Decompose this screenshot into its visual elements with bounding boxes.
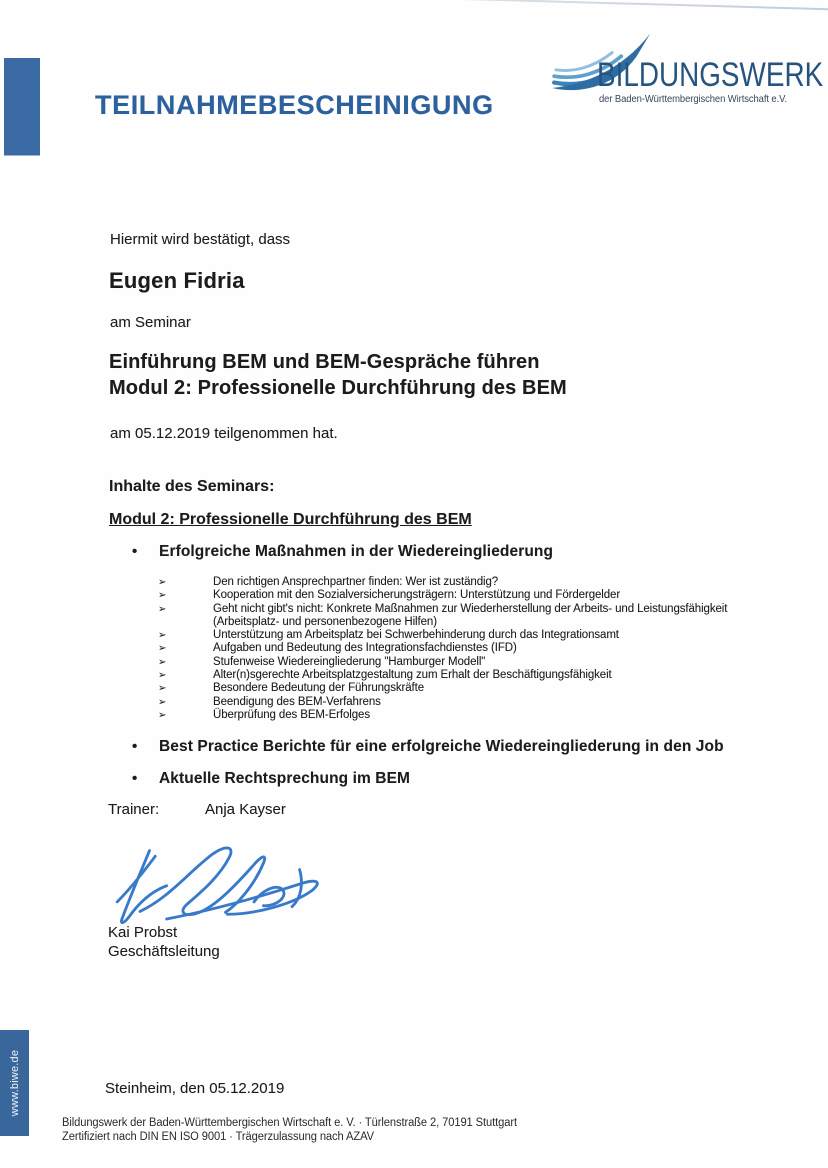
arrow-bullet-icon: ➢	[158, 643, 167, 655]
footer-line-1: Bildungswerk der Baden-Württembergischen Wirtschaft e. V. · Türlenstraße 2, 70191 Stuttgart	[62, 1117, 517, 1129]
subtopic-row	[158, 709, 786, 722]
arrow-bullet-icon: ➢	[158, 696, 167, 708]
footer-line-2: Zertifiziert nach DIN EN ISO 9001 · Trägerzulassung nach AZAV	[62, 1130, 374, 1143]
scan-artifact-line	[452, 0, 828, 10]
module-heading: Modul 2: Professionelle Durchführung des BEM	[109, 511, 472, 528]
arrow-bullet-icon: ➢	[158, 630, 167, 642]
subtopic-text: Geht nicht gibt's nicht: Konkrete Maßnahmen zur Wiederherstellung der Arbeits- und Leistungsfähigkeit (Arbeitsplatz- und personenbezogene Hilfen)	[213, 602, 728, 628]
seminar-label: am Seminar	[110, 314, 191, 331]
arrow-bullet-icon: ➢	[158, 683, 167, 695]
subtopic-text: Überprüfung des BEM-Erfolges	[213, 708, 370, 721]
subtopic-text: Alter(n)sgerechte Arbeitsplatzgestaltung zum Erhalt der Beschäftigungsfähigkeit	[213, 669, 612, 682]
certificate-title: TEILNAHMEBESCHEINIGUNG	[95, 90, 494, 120]
subtopic-row	[158, 682, 786, 695]
logo-subtitle: der Baden-Württembergischen Wirtschaft e.V.	[599, 93, 788, 105]
intro-text: Hiermit wird bestätigt, dass	[110, 231, 291, 248]
subtopic-row	[158, 603, 786, 630]
footer	[62, 1117, 517, 1144]
subtopic-text: Beendigung des BEM-Verfahrens	[213, 695, 381, 708]
subtopic-row	[158, 656, 786, 669]
place-date: Steinheim, den 05.12.2019	[105, 1080, 285, 1097]
topic-text: Erfolgreiche Maßnahmen in der Wiedereingliederung	[159, 543, 554, 560]
subtopic-text: Den richtigen Ansprechpartner finden: Wer ist zuständig?	[213, 576, 499, 588]
bullet-icon: •	[132, 770, 138, 787]
subtopic-row	[158, 669, 786, 682]
arrow-bullet-icon: ➢	[158, 670, 167, 682]
subtopic-row	[158, 642, 786, 655]
trainer-label: Trainer:	[108, 801, 160, 818]
topic-item-3	[132, 770, 410, 788]
website-bar	[0, 1030, 29, 1136]
accent-bar-top-left	[4, 58, 40, 155]
topic-item-2	[132, 738, 724, 756]
attendance-text: am 05.12.2019 teilgenommen hat.	[110, 425, 338, 442]
signer-role: Geschäftsleitung	[108, 942, 220, 960]
arrow-bullet-icon: ➢	[158, 577, 167, 588]
logo-name: BILDUNGSWERK	[597, 56, 824, 94]
subtopic-row	[158, 629, 786, 642]
seminar-title-line2: Modul 2: Professionelle Durchführung des BEM	[109, 377, 567, 399]
arrow-bullet-icon: ➢	[158, 590, 167, 602]
subtopic-row	[158, 589, 786, 602]
website-vertical-text: www.biwe.de	[8, 1049, 21, 1117]
bullet-icon: •	[132, 543, 138, 560]
arrow-bullet-icon: ➢	[158, 603, 167, 615]
subtopic-text: Stufenweise Wiedereingliederung "Hamburger Modell"	[213, 655, 486, 668]
signer-name: Kai Probst	[108, 924, 178, 941]
trainer-name: Anja Kayser	[205, 801, 286, 818]
subtopics-list	[158, 576, 786, 722]
contents-heading: Inhalte des Seminars:	[109, 478, 275, 495]
subtopic-text: Unterstützung am Arbeitsplatz bei Schwerbehinderung durch das Integrationsamt	[213, 629, 619, 642]
signer-block	[108, 924, 220, 961]
topic-text: Aktuelle Rechtsprechung im BEM	[159, 770, 411, 787]
arrow-bullet-icon: ➢	[158, 656, 167, 668]
topic-item-1	[132, 543, 553, 561]
bildungswerk-logo	[545, 26, 824, 112]
participant-name: Eugen Fidria	[109, 268, 245, 293]
subtopic-text: Besondere Bedeutung der Führungskräfte	[213, 682, 425, 695]
subtopic-text: Aufgaben und Bedeutung des Integrationsfachdienstes (IFD)	[213, 642, 517, 655]
arrow-bullet-icon: ➢	[158, 709, 167, 721]
seminar-title	[109, 349, 669, 401]
subtopic-row	[158, 696, 786, 709]
subtopic-row	[158, 576, 786, 589]
bullet-icon: •	[132, 738, 138, 755]
subtopic-text: Kooperation mit den Sozialversicherungsträgern: Unterstützung und Fördergelder	[213, 589, 621, 602]
topic-text: Best Practice Berichte für eine erfolgreiche Wiedereingliederung in den Job	[159, 738, 724, 755]
seminar-title-line1: Einführung BEM und BEM-Gespräche führen	[109, 351, 540, 373]
